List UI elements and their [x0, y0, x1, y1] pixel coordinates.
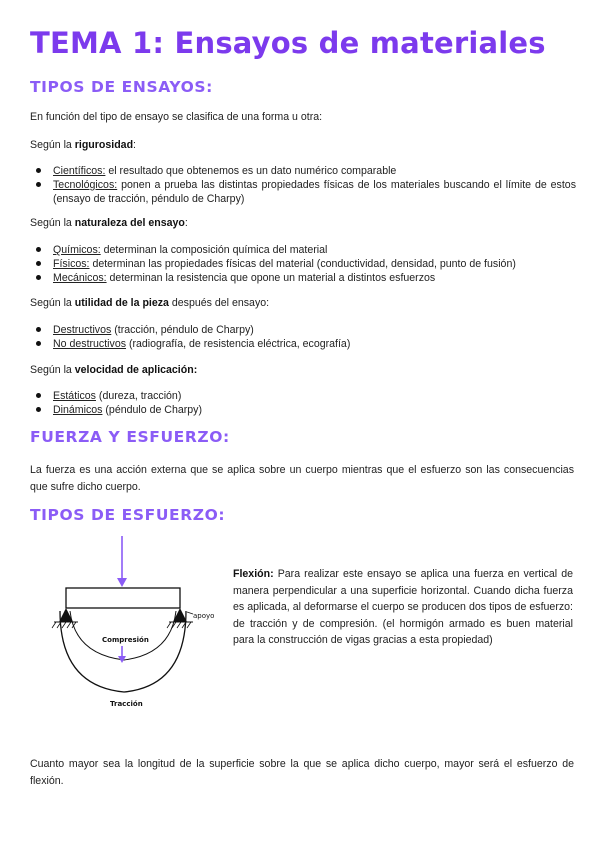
heading-fuerza-esfuerzo: FUERZA Y ESFUERZO: — [30, 428, 230, 446]
criterion-velocidad-bold: velocidad de aplicación: — [74, 364, 198, 376]
criterion-utilidad-bold: utilidad de la pieza — [74, 297, 169, 309]
term-quimicos: Químicos: — [53, 244, 101, 256]
force-arrow-head — [117, 578, 127, 587]
term-fisicos: Físicos: — [53, 258, 90, 270]
term-no-destructivos: No destructivos — [53, 338, 127, 350]
flexion-label: Flexión: — [233, 568, 274, 580]
criterion-naturaleza: Según la naturaleza del ensayo: — [30, 217, 188, 229]
term-estaticos: Estáticos — [53, 390, 96, 402]
list-item: Físicos: determinan las propiedades físicas del material (conductividad, densidad, punto de fusión) — [30, 257, 576, 271]
list-item: Destructivos (tracción, péndulo de Charpy) — [30, 323, 576, 337]
heading-tipos-esfuerzo: TIPOS DE ESFUERZO: — [30, 506, 226, 524]
flexion-diagram — [30, 532, 230, 722]
term-dinamicos: Dinámicos — [53, 404, 103, 416]
label-apoyo: apoyo — [193, 612, 215, 620]
term-cientificos: Científicos: — [53, 165, 106, 177]
list-item: No destructivos (radiografía, de resistencia eléctrica, ecografía) — [30, 337, 576, 351]
list-item: Científicos: el resultado que obtenemos es un dato numérico comparable — [30, 164, 576, 178]
heading-tipos-ensayos: TIPOS DE ENSAYOS: — [30, 78, 213, 96]
list-naturaleza — [30, 243, 576, 285]
term-tecnologicos: Tecnológicos: — [53, 179, 118, 191]
criterion-naturaleza-bold: naturaleza del ensayo — [74, 217, 185, 229]
list-rigurosidad — [30, 164, 576, 206]
list-item: Estáticos (dureza, tracción) — [30, 389, 576, 403]
list-item: Tecnológicos: ponen a prueba las distintas propiedades físicas de los materiales buscando el límite de estos (ensayo de tracción, péndulo de Charpy) — [30, 178, 576, 206]
criterion-utilidad: Según la utilidad de la pieza después del ensayo: — [30, 297, 270, 309]
fuerza-paragraph: La fuerza es una acción externa que se aplica sobre un cuerpo mientras que el esfuerzo son las consecuencias que sufre dicho cuerpo. — [30, 464, 574, 493]
label-traccion: Tracción — [110, 700, 143, 708]
list-item: Dinámicos (péndulo de Charpy) — [30, 403, 576, 417]
beam — [66, 588, 180, 608]
list-velocidad — [30, 389, 576, 417]
conclusion-paragraph: Cuanto mayor sea la longitud de la superficie sobre la que se aplica dicho cuerpo, mayor será el esfuerzo de flexión. — [30, 758, 574, 787]
page-title: TEMA 1: Ensayos de materiales — [30, 26, 546, 60]
term-destructivos: Destructivos — [53, 324, 112, 336]
list-item: Químicos: determinan la composición química del material — [30, 243, 576, 257]
list-utilidad — [30, 323, 576, 351]
criterion-velocidad: Según la velocidad de aplicación: — [30, 364, 198, 376]
intro-paragraph: En función del tipo de ensayo se clasifica de una forma u otra: — [30, 111, 323, 123]
list-item: Mecánicos: determinan la resistencia que opone un material a distintos esfuerzos — [30, 271, 576, 285]
flexion-paragraph: Flexión: Para realizar este ensayo se aplica una fuerza en vertical de manera perpendicular a una superficie horizontal. Cuando dicha fuerza es aplicada, al deformarse el cuerpo se producen dos tipos de esfuerzo: de tracción y de compresión. (el hormigón armado es buen material para la construcción de vigas gracias a esta propiedad) — [233, 568, 573, 647]
criterion-rigurosidad: Según la rigurosidad: — [30, 139, 136, 151]
term-mecanicos: Mecánicos: — [53, 272, 107, 284]
label-compresion: Compresión — [102, 636, 149, 644]
criterion-rigurosidad-bold: rigurosidad — [74, 139, 134, 151]
deformed-outer — [60, 611, 186, 692]
